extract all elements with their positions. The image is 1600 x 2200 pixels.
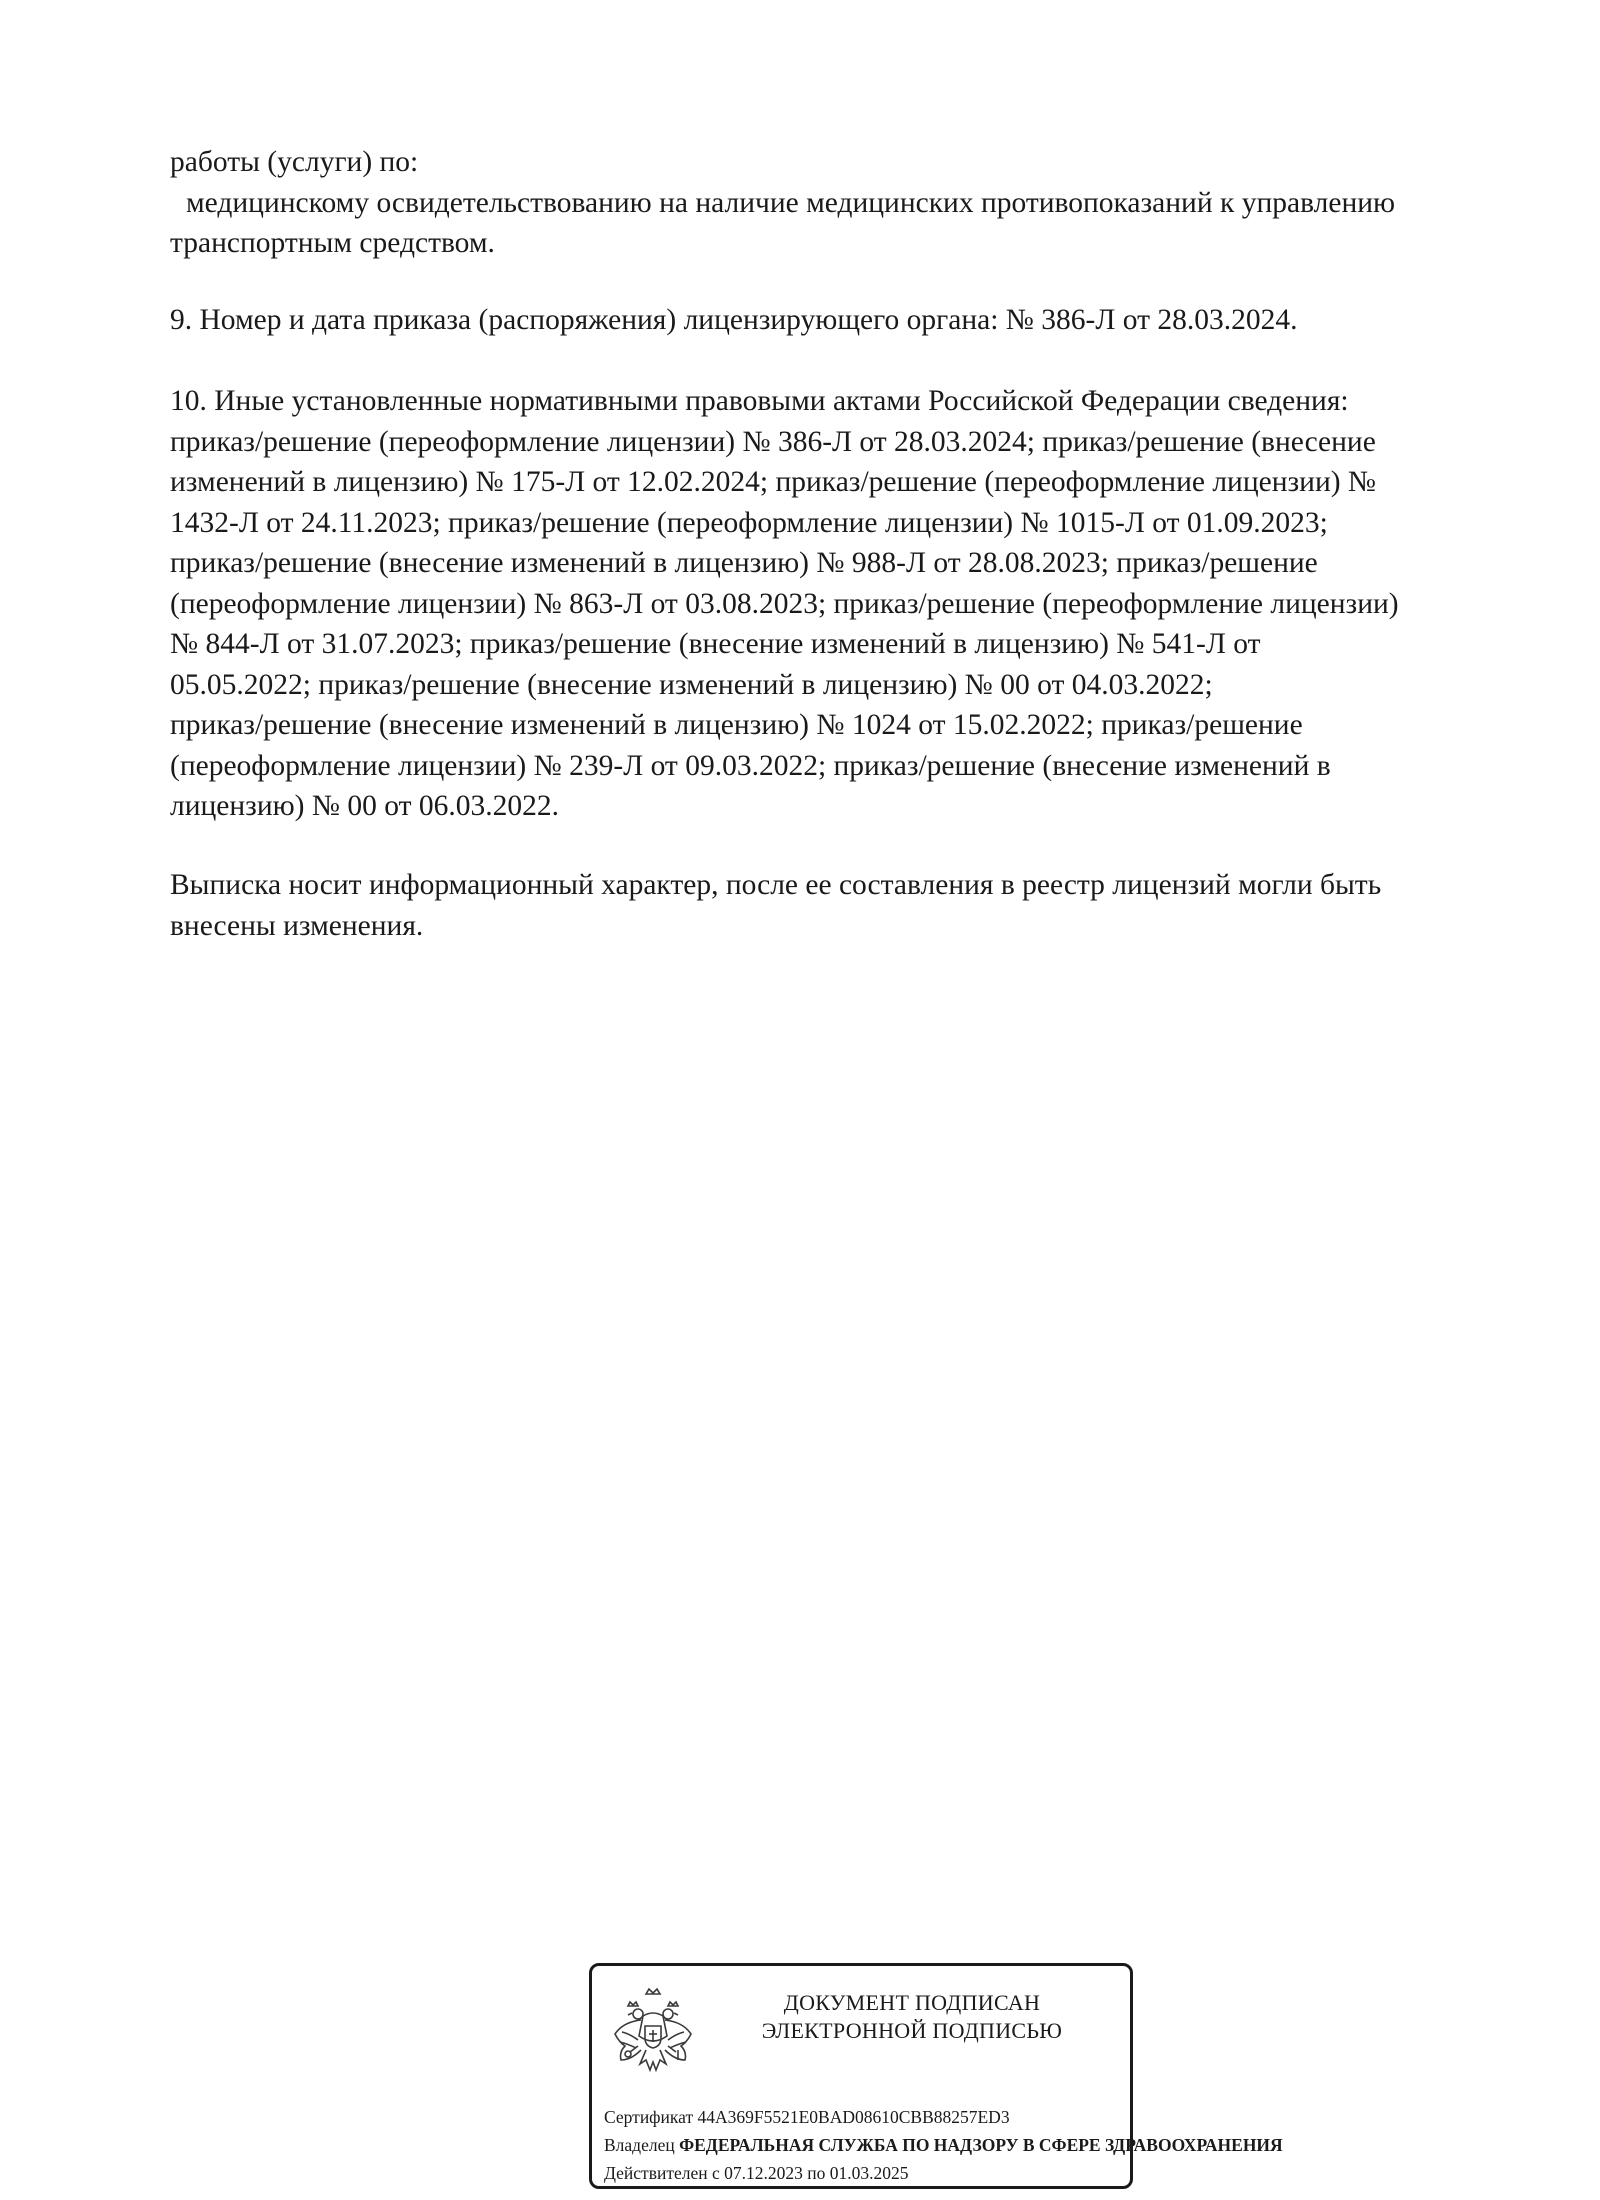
intro-paragraph — [170, 142, 1570, 264]
item-10-line: приказ/решение (внесение изменений в лицензию) № 1024 от 15.02.2022; приказ/решение — [170, 709, 1303, 741]
owner-label: Владелец — [604, 2135, 675, 2155]
item-10-line: (переоформление лицензии) № 239-Л от 09.03.2022; приказ/решение (внесение изменений в — [170, 749, 1331, 782]
note-line: Выписка носит информационный характер, после ее составления в реестр лицензий могли быть — [170, 869, 1382, 901]
item-10-line: приказ/решение (переоформление лицензии) № 386-Л от 28.03.2024; приказ/решение (внесение — [170, 425, 1376, 458]
stamp-title-line: ДОКУМЕНТ ПОДПИСАН — [783, 1990, 1041, 2015]
item-10-line: приказ/решение (внесение изменений в лицензию) № 988-Л от 28.08.2023; приказ/решение — [170, 547, 1318, 579]
item-10-paragraph — [170, 381, 1570, 827]
note-paragraph — [170, 865, 1570, 946]
owner-value: ФЕДЕРАЛЬНАЯ СЛУЖБА ПО НАДЗОРУ В СФЕРЕ ЗДРАВООХРАНЕНИЯ — [679, 2135, 1283, 2155]
intro-line: работы (услуги) по: — [170, 146, 419, 178]
item-10-line: изменений в лицензию) № 175-Л от 12.02.2024; приказ/решение (переоформление лицензии) № — [170, 466, 1377, 498]
validity-line: Действителен с 07.12.2023 по 01.03.2025 — [604, 2163, 909, 2183]
intro-line: медицинскому освидетельствованию на наличие медицинских противопоказаний к управлению — [186, 186, 1396, 219]
certificate-line — [604, 2106, 1010, 2128]
stamp-title — [712, 1989, 1112, 2045]
note-line: внесены изменения. — [170, 909, 424, 942]
electronic-signature-stamp — [589, 1963, 1283, 2189]
certificate-value: 44A369F5521E0BAD08610CBB88257ED3 — [697, 2107, 1010, 2127]
item-10-line: лицензию) № 00 от 06.03.2022. — [170, 790, 560, 822]
item-10-line: 1432-Л от 24.11.2023; приказ/решение (переоформление лицензии) № 1015-Л от 01.09.2023; — [170, 506, 1328, 539]
owner-line — [604, 2134, 1283, 2156]
stamp-title-line: ЭЛЕКТРОННОЙ ПОДПИСЬЮ — [761, 2018, 1063, 2043]
coat-of-arms-icon — [610, 1984, 696, 2084]
item-10-line: 05.05.2022; приказ/решение (внесение изменений в лицензию) № 00 от 04.03.2022; — [170, 668, 1213, 701]
item-10-line: № 844-Л от 31.07.2023; приказ/решение (внесение изменений в лицензию) № 541-Л от — [170, 628, 1261, 660]
item-10-line: 10. Иные установленные нормативными правовыми актами Российской Федерации сведения: — [170, 385, 1349, 417]
certificate-label: Сертификат — [604, 2107, 694, 2127]
item-9-paragraph — [170, 300, 1570, 341]
item-9-text: 9. Номер и дата приказа (распоряжения) лицензирующего органа: № 386-Л от 28.03.2024. — [170, 304, 1298, 336]
item-10-line: (переоформление лицензии) № 863-Л от 03.08.2023; приказ/решение (переоформление лицензии) — [170, 587, 1399, 620]
intro-line: транспортным средством. — [170, 227, 495, 259]
